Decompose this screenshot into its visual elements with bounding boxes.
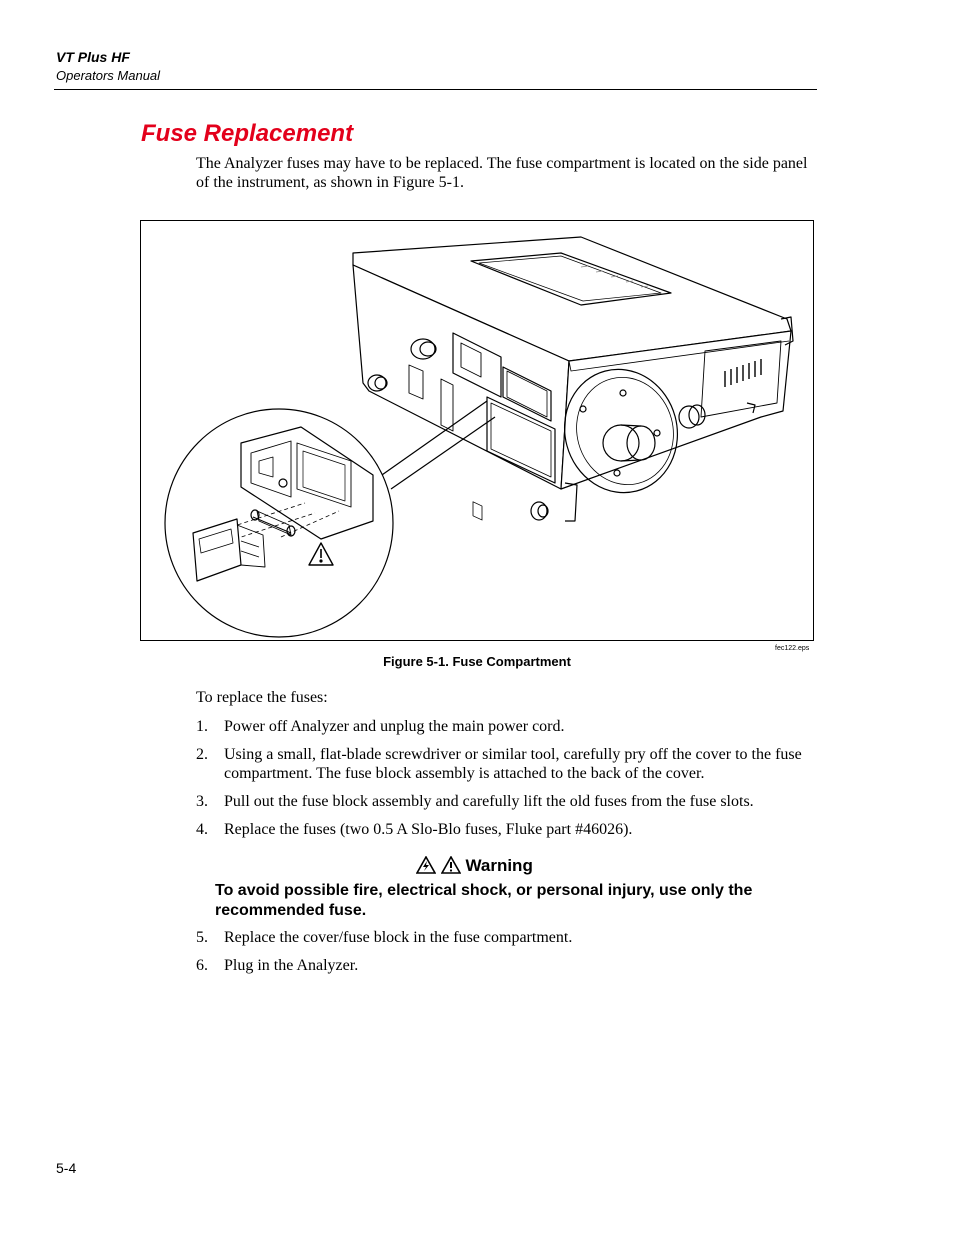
section-title: Fuse Replacement <box>141 120 354 147</box>
list-item <box>196 956 818 975</box>
step-number: 5. <box>196 929 208 946</box>
warning-title: Warning <box>465 856 533 875</box>
analyzer-illustration <box>141 221 813 640</box>
step-text: Using a small, flat-blade screwdriver or similar tool, carefully pry off the cover to the fuse compartment. The fuse block assembly is attached to the back of the cover. <box>224 746 802 782</box>
figure-caption: Figure 5-1. Fuse Compartment <box>383 654 571 669</box>
intro-paragraph: The Analyzer fuses may have to be replaced. The fuse compartment is located on the side panel of the instrument, as shown in Figure 5-1. <box>196 155 808 191</box>
step-number: 3. <box>196 793 208 810</box>
step-text: Replace the cover/fuse block in the fuse compartment. <box>224 929 573 946</box>
header-title: VT Plus HF <box>56 49 130 65</box>
step-text: Plug in the Analyzer. <box>224 957 359 974</box>
step-text: Power off Analyzer and unplug the main power cord. <box>224 718 565 735</box>
figure-fuse-compartment <box>140 220 814 641</box>
warning-body: To avoid possible fire, electrical shock, or personal injury, use only the recommended fuse. <box>215 882 753 919</box>
header-subtitle: Operators Manual <box>56 68 161 83</box>
list-item <box>196 820 818 839</box>
shock-hazard-icon <box>416 856 436 874</box>
list-item <box>196 792 818 811</box>
step-number: 1. <box>196 718 208 735</box>
step-text: Pull out the fuse block assembly and carefully lift the old fuses from the fuse slots. <box>224 793 754 810</box>
warning-heading <box>416 856 533 876</box>
list-item <box>196 717 818 736</box>
page-number: 5-4 <box>56 1160 77 1176</box>
procedure-lead: To replace the fuses: <box>196 689 328 706</box>
list-item <box>196 745 818 783</box>
header-rule <box>54 89 817 90</box>
list-item <box>196 928 818 947</box>
step-number: 2. <box>196 746 208 763</box>
step-number: 6. <box>196 957 208 974</box>
step-number: 4. <box>196 821 208 838</box>
figure-file-label: fec122.eps <box>775 645 810 652</box>
caution-triangle-icon <box>441 856 461 874</box>
step-text: Replace the fuses (two 0.5 A Slo-Blo fuses, Fluke part #46026). <box>224 821 633 838</box>
